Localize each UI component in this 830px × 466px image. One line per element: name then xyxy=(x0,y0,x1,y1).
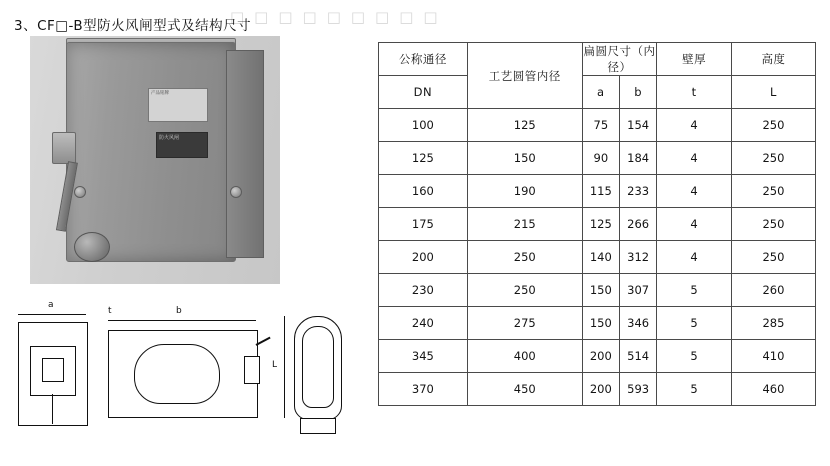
cell-dn: 100 xyxy=(379,109,468,142)
table-row xyxy=(379,109,816,142)
drawing-side-damper xyxy=(134,344,220,404)
cell-l: 250 xyxy=(731,142,815,175)
cell-a: 140 xyxy=(582,241,619,274)
cell-a: 200 xyxy=(582,340,619,373)
table-row xyxy=(379,307,816,340)
cell-a: 200 xyxy=(582,373,619,406)
photo-bolt xyxy=(74,186,86,198)
watermark-band: □□□□□□□□□ xyxy=(230,8,448,26)
table-row xyxy=(379,274,816,307)
cell-b: 307 xyxy=(619,274,656,307)
page-title: 3、CF□-B型防火风闸型式及结构尺寸 xyxy=(14,18,252,34)
spec-table xyxy=(378,42,816,406)
cell-l: 460 xyxy=(731,373,815,406)
cell-t: 5 xyxy=(657,307,732,340)
drawing-side-bracket xyxy=(244,356,260,384)
cell-dn: 160 xyxy=(379,175,468,208)
table-header-row-1 xyxy=(379,43,816,76)
photo-counterweight xyxy=(74,232,110,262)
cell-l: 250 xyxy=(731,208,815,241)
drawing-leader xyxy=(52,394,53,424)
cell-b: 514 xyxy=(619,340,656,373)
drawing-label-b: b xyxy=(176,306,182,316)
cell-inner: 190 xyxy=(467,175,582,208)
cell-l: 260 xyxy=(731,274,815,307)
cell-l: 250 xyxy=(731,109,815,142)
header-process-pipe-inner-diameter: 工艺圆管内径 xyxy=(467,43,582,109)
table-row xyxy=(379,175,816,208)
photo-dark-label: 防火风闸 xyxy=(156,132,208,158)
table-row xyxy=(379,241,816,274)
drawing-dim-line-l xyxy=(284,316,285,418)
technical-drawings xyxy=(8,300,364,448)
cell-inner: 275 xyxy=(467,307,582,340)
photo-valve-body xyxy=(66,42,236,262)
drawing-label-t: t xyxy=(108,306,112,316)
cell-t: 4 xyxy=(657,208,732,241)
cell-a: 75 xyxy=(582,109,619,142)
cell-b: 154 xyxy=(619,109,656,142)
cell-t: 4 xyxy=(657,109,732,142)
cell-l: 410 xyxy=(731,340,815,373)
table-row xyxy=(379,142,816,175)
cell-a: 115 xyxy=(582,175,619,208)
table-header-row-2 xyxy=(379,76,816,109)
cell-b: 266 xyxy=(619,208,656,241)
cell-inner: 125 xyxy=(467,109,582,142)
cell-inner: 250 xyxy=(467,274,582,307)
drawing-end-inner xyxy=(302,326,334,408)
cell-t: 4 xyxy=(657,142,732,175)
cell-a: 150 xyxy=(582,274,619,307)
photo-side-panel xyxy=(226,50,264,258)
cell-dn: 240 xyxy=(379,307,468,340)
photo-bolt xyxy=(230,186,242,198)
header-dn: DN xyxy=(379,76,468,109)
cell-dn: 175 xyxy=(379,208,468,241)
cell-b: 184 xyxy=(619,142,656,175)
drawing-dim-line-a xyxy=(18,314,86,315)
table-row xyxy=(379,208,816,241)
drawing-label-a: a xyxy=(48,300,54,310)
cell-dn: 230 xyxy=(379,274,468,307)
table-body xyxy=(379,109,816,406)
cell-a: 150 xyxy=(582,307,619,340)
drawing-dim-line-b xyxy=(108,320,256,321)
cell-b: 593 xyxy=(619,373,656,406)
cell-b: 346 xyxy=(619,307,656,340)
header-flat-round-size-group: 扁圆尺寸（内径） xyxy=(583,44,656,74)
header-a: a xyxy=(582,76,619,109)
cell-l: 250 xyxy=(731,241,815,274)
header-nominal-diameter: 公称通径 xyxy=(379,43,468,76)
photo-flange xyxy=(52,132,76,164)
cell-inner: 250 xyxy=(467,241,582,274)
cell-t: 4 xyxy=(657,241,732,274)
cell-t: 4 xyxy=(657,175,732,208)
cell-inner: 215 xyxy=(467,208,582,241)
cell-b: 233 xyxy=(619,175,656,208)
drawing-label-L: L xyxy=(272,360,278,370)
cell-a: 90 xyxy=(582,142,619,175)
cell-t: 5 xyxy=(657,274,732,307)
header-t: t xyxy=(657,76,732,109)
table-row xyxy=(379,340,816,373)
cell-inner: 150 xyxy=(467,142,582,175)
header-wall-thickness: 壁厚 xyxy=(657,43,732,76)
cell-t: 5 xyxy=(657,340,732,373)
cell-l: 285 xyxy=(731,307,815,340)
drawing-end-base xyxy=(300,418,336,434)
cell-a: 125 xyxy=(582,208,619,241)
cell-dn: 345 xyxy=(379,340,468,373)
table-row xyxy=(379,373,816,406)
spec-table-container xyxy=(378,42,816,406)
cell-dn: 125 xyxy=(379,142,468,175)
cell-t: 5 xyxy=(657,373,732,406)
photo-nameplate: 产品铭牌 xyxy=(148,88,208,122)
cell-inner: 450 xyxy=(467,373,582,406)
cell-b: 312 xyxy=(619,241,656,274)
drawing-front-core xyxy=(42,358,64,382)
header-height: 高度 xyxy=(731,43,815,76)
header-b: b xyxy=(619,76,656,109)
cell-dn: 370 xyxy=(379,373,468,406)
cell-dn: 200 xyxy=(379,241,468,274)
cell-l: 250 xyxy=(731,175,815,208)
header-l: L xyxy=(731,76,815,109)
cell-inner: 400 xyxy=(467,340,582,373)
product-photo xyxy=(30,36,280,284)
